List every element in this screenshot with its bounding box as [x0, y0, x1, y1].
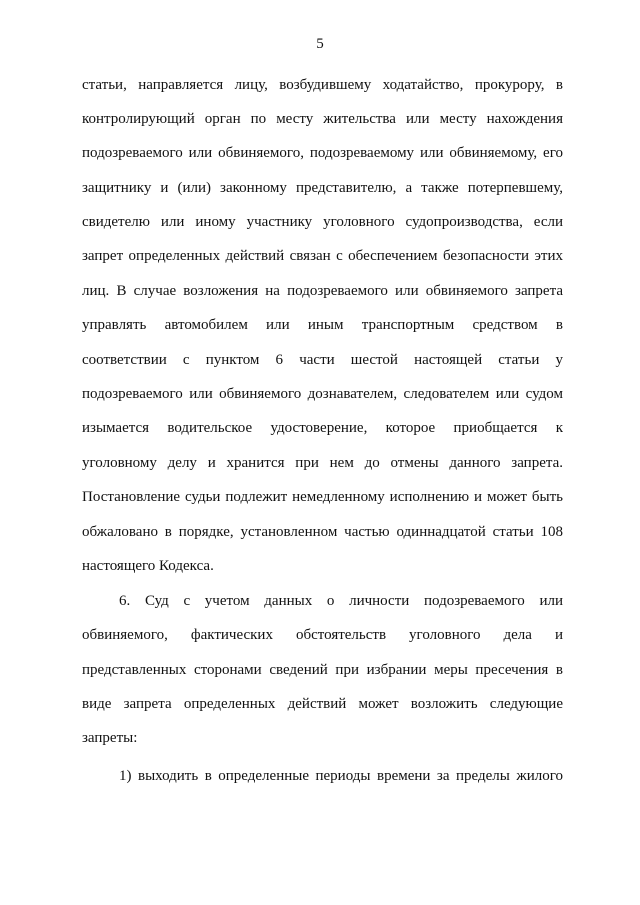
- text-line: статьи, направляется лицу, возбудившему ходатайство, прокурору, в: [82, 77, 563, 93]
- text-line: контролирующий орган по месту жительства или месту нахождения: [82, 111, 563, 127]
- text-line: подозреваемого или обвиняемого, подозреваемому или обвиняемому, его: [82, 145, 563, 161]
- text-line: соответствии с пунктом 6 части шестой настоящей статьи у: [82, 352, 563, 368]
- text-line: уголовному делу и хранится при нем до отмены данного запрета.: [82, 455, 563, 471]
- text-line: управлять автомобилем или иным транспортным средством в: [82, 317, 563, 333]
- text-line: виде запрета определенных действий может возложить следующие: [82, 696, 563, 712]
- text-line: 1) выходить в определенные периоды времени за пределы жилого: [119, 768, 563, 784]
- text-line: изымается водительское удостоверение, которое приобщается к: [82, 420, 563, 436]
- text-line: Постановление судьи подлежит немедленному исполнению и может быть: [82, 489, 563, 505]
- text-line: настоящего Кодекса.: [82, 558, 214, 574]
- text-line: свидетелю или иному участнику уголовного судопроизводства, если: [82, 214, 563, 230]
- text-line: подозреваемого или обвиняемого дознавателем, следователем или судом: [82, 386, 563, 402]
- text-line: обвиняемого, фактических обстоятельств уголовного дела и: [82, 627, 563, 643]
- text-line: запрет определенных действий связан с обеспечением безопасности этих: [82, 248, 563, 264]
- text-line: представленных сторонами сведений при избрании меры пресечения в: [82, 662, 563, 678]
- text-line: обжаловано в порядке, установленном частью одиннадцатой статьи 108: [82, 524, 563, 540]
- text-line: запреты:: [82, 730, 138, 746]
- text-line: лиц. В случае возложения на подозреваемого или обвиняемого запрета: [82, 283, 563, 299]
- text-line: защитнику и (или) законному представителю, а также потерпевшему,: [82, 180, 563, 196]
- page-number: 5: [316, 36, 324, 52]
- text-line: 6. Суд с учетом данных о личности подозреваемого или: [119, 593, 563, 609]
